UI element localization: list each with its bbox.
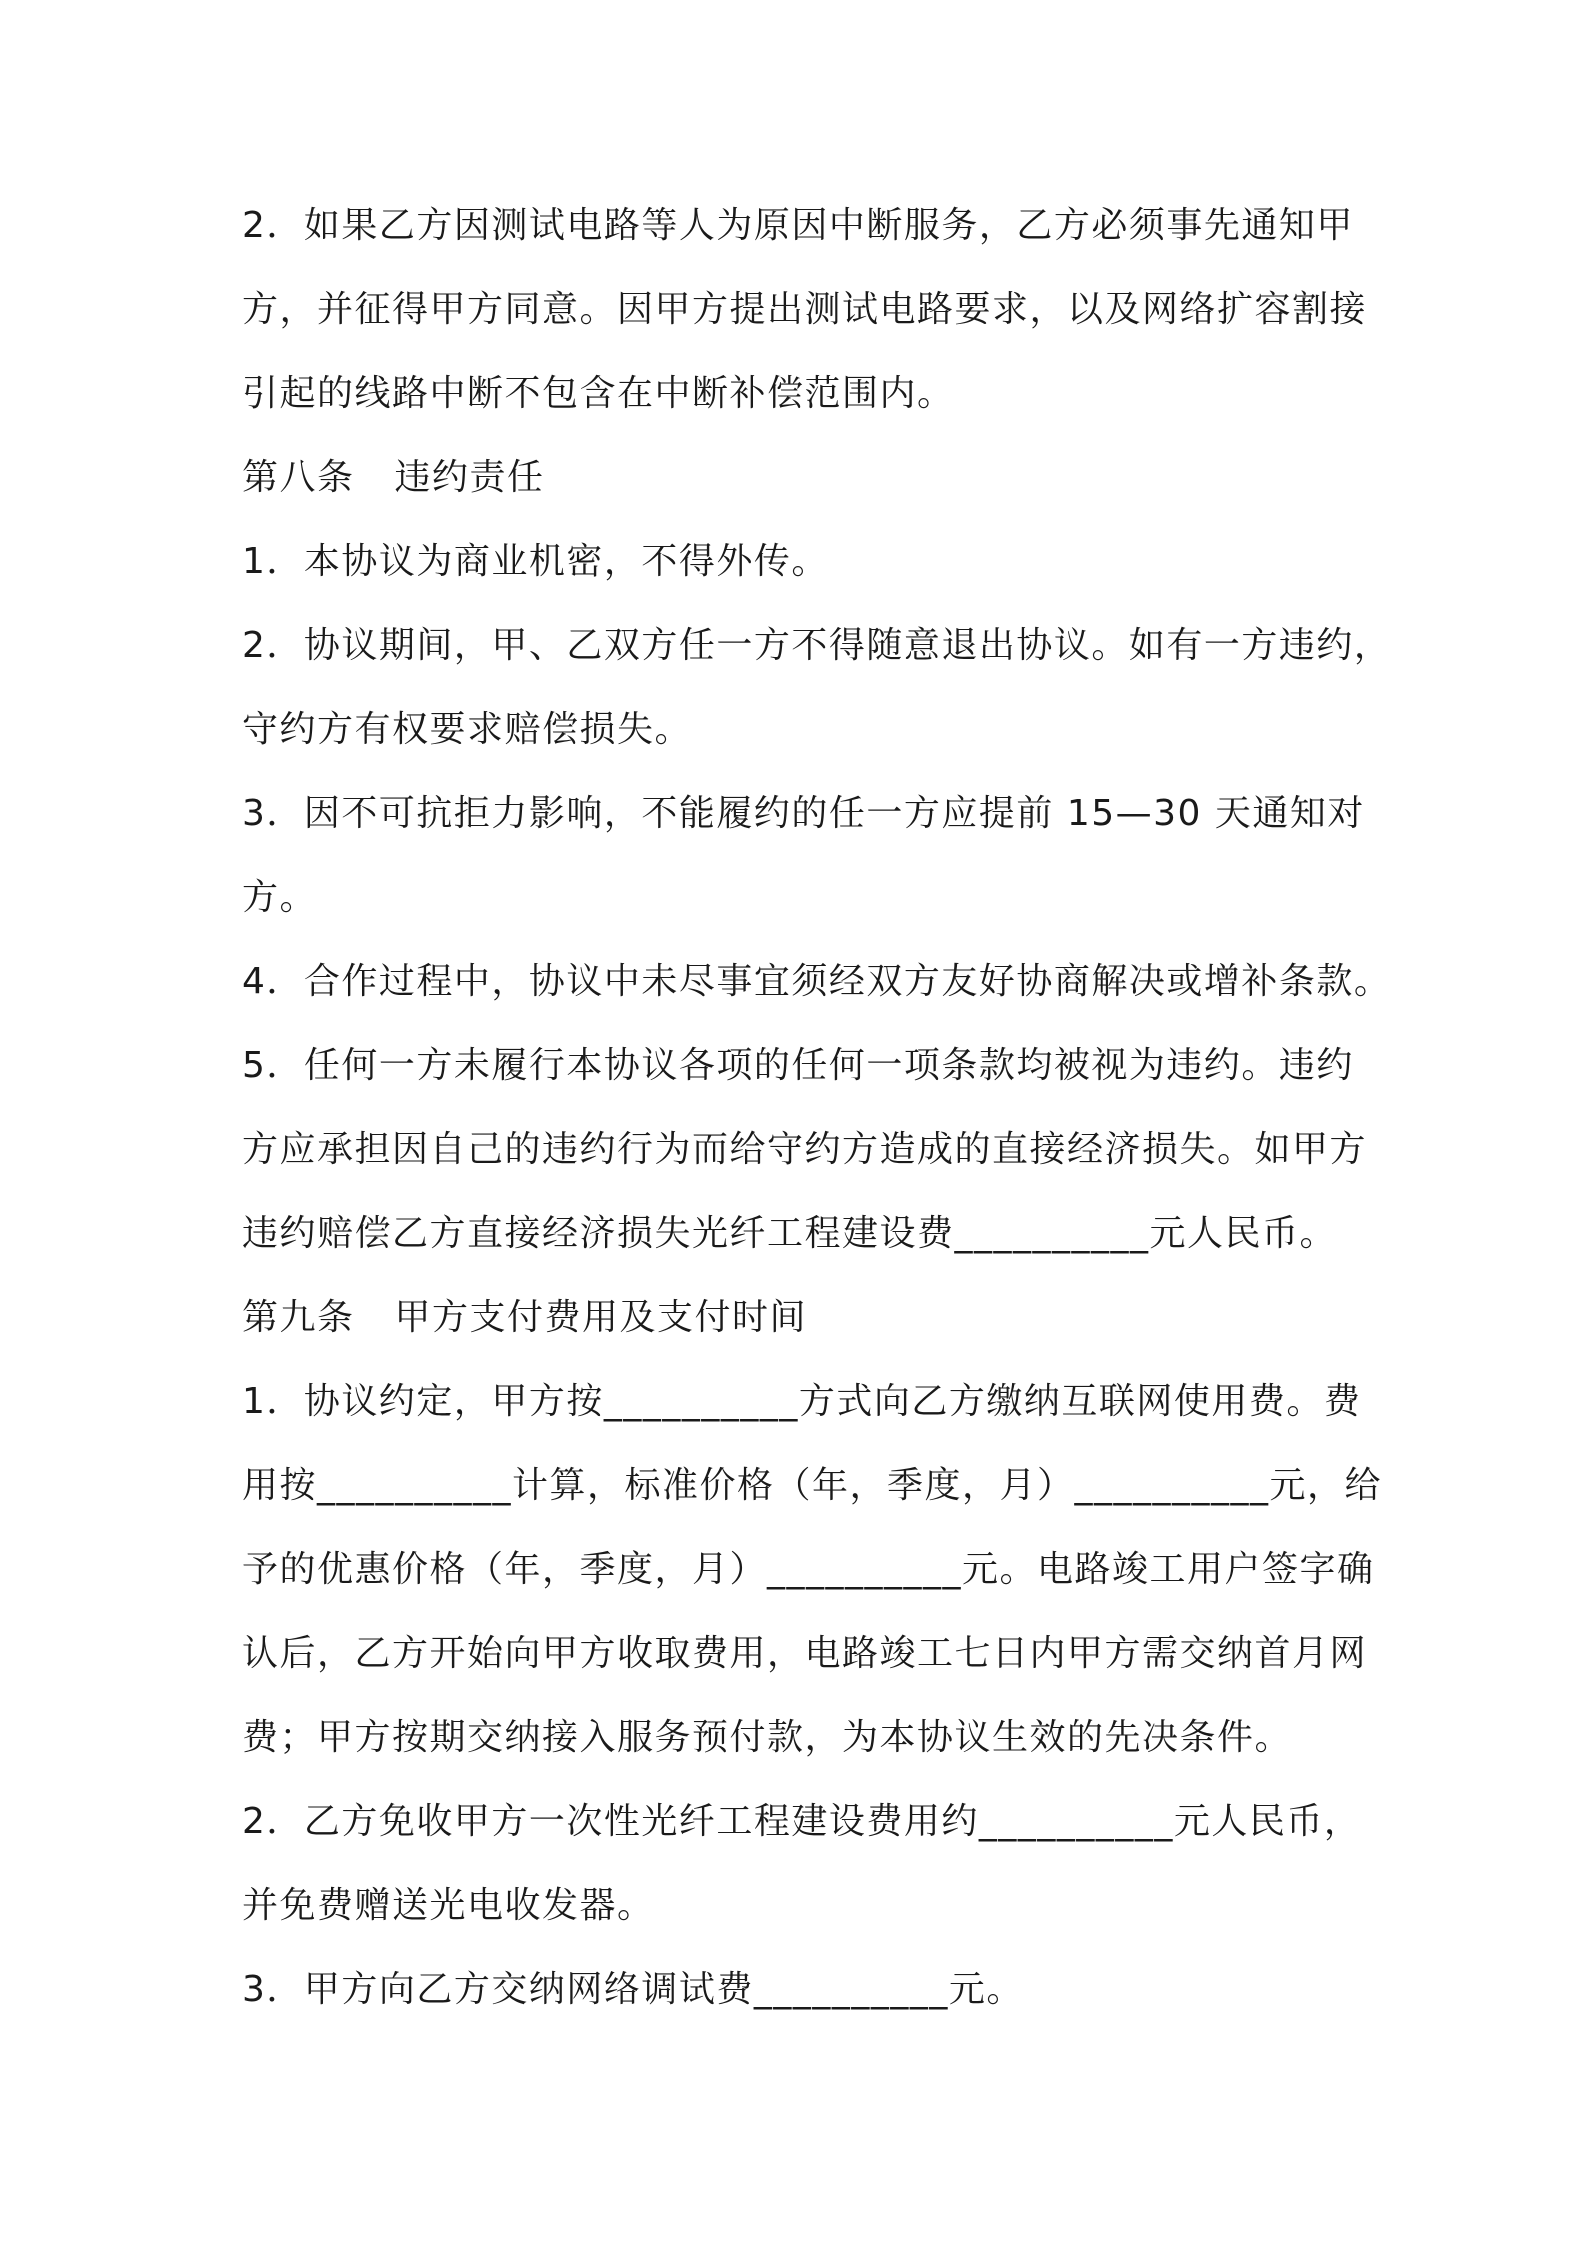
- paragraph-line: 3．甲方向乙方交纳网络调试费__________元。: [242, 1969, 1024, 2010]
- paragraph-line: 方，并征得甲方同意。因甲方提出测试电路要求，以及网络扩容割接: [242, 289, 1368, 330]
- paragraph-line: 2．乙方免收甲方一次性光纤工程建设费用约__________元人民币，: [242, 1801, 1362, 1842]
- paragraph-line: 并免费赠送光电收发器。: [242, 1885, 655, 1926]
- paragraph-line: 4．合作过程中，协议中未尽事宜须经双方友好协商解决或增补条款。: [242, 961, 1392, 1002]
- document-page: [242, 198, 1392, 2046]
- paragraph-line: 方应承担因自己的违约行为而给守约方造成的直接经济损失。如甲方: [242, 1129, 1368, 1170]
- paragraph-line: 1．协议约定，甲方按__________方式向乙方缴纳互联网使用费。费: [242, 1381, 1362, 1422]
- article-9-title: 甲方支付费用及支付时间: [394, 1297, 808, 1338]
- paragraph-line: 费；甲方按期交纳接入服务预付款，为本协议生效的先决条件。: [242, 1717, 1293, 1758]
- paragraph-line: 认后，乙方开始向甲方收取费用，电路竣工七日内甲方需交纳首月网: [242, 1633, 1368, 1674]
- paragraph-line: 2．协议期间，甲、乙双方任一方不得随意退出协议。如有一方违约，: [242, 625, 1392, 666]
- article-9-heading: [242, 1290, 1362, 1374]
- article-8-heading: [242, 450, 1362, 534]
- article-8-number: 第八条: [242, 457, 355, 498]
- paragraph-line: 2．如果乙方因测试电路等人为原因中断服务，乙方必须事先通知甲: [242, 205, 1354, 246]
- paragraph-line: 1．本协议为商业机密，不得外传。: [242, 541, 829, 582]
- article-9-number: 第九条: [242, 1297, 355, 1338]
- paragraph-line: 方。: [242, 877, 318, 918]
- paragraph-line: 违约赔偿乙方直接经济损失光纤工程建设费__________元人民币。: [242, 1213, 1338, 1254]
- article-8-title: 违约责任: [394, 457, 545, 498]
- paragraph-line: 3．因不可抗拒力影响，不能履约的任一方应提前 15—30 天通知对: [242, 793, 1365, 834]
- paragraph-line: 守约方有权要求赔偿损失。: [242, 709, 693, 750]
- paragraph-line: 引起的线路中断不包含在中断补偿范围内。: [242, 373, 955, 414]
- paragraph-line: 用按__________计算，标准价格（年，季度，月）__________元，给: [242, 1465, 1383, 1506]
- paragraph-line: 5．任何一方未履行本协议各项的任何一项条款均被视为违约。违约: [242, 1045, 1354, 1086]
- paragraph-line: 予的优惠价格（年，季度，月）__________元。电路竣工用户签字确: [242, 1549, 1375, 1590]
